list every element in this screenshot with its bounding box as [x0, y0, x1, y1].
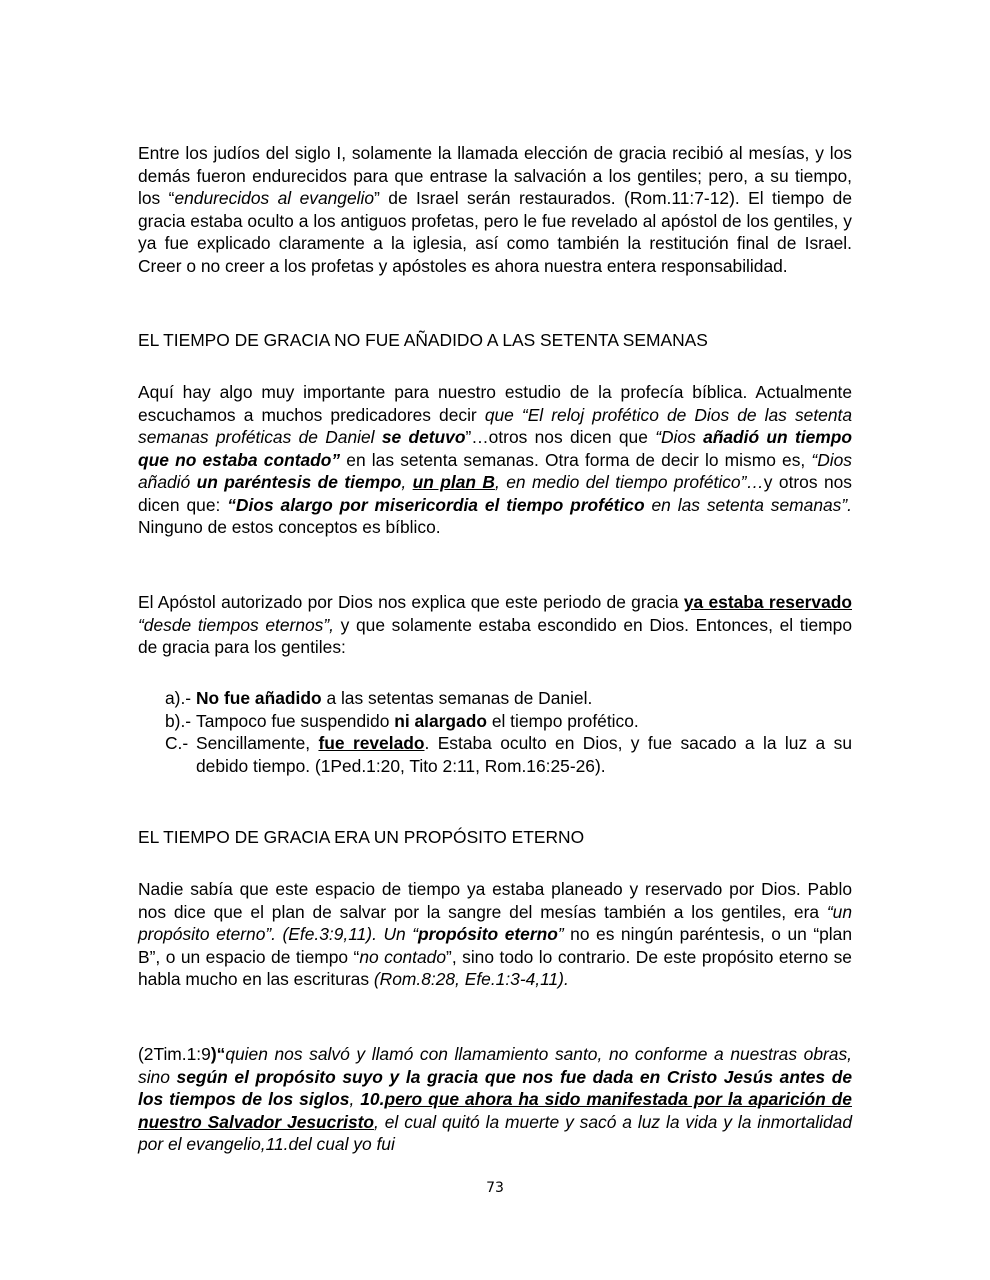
text-run: ”, sino todo lo contrario. De este propósito eterno se habla mucho en las escrituras — [138, 946, 852, 989]
text-run: en las setenta semanas”. — [644, 494, 852, 515]
text-run: 10. — [360, 1089, 385, 1109]
paragraph-1 — [138, 142, 852, 277]
list-item — [165, 710, 852, 733]
list-item — [165, 687, 852, 710]
list-marker: b).- — [165, 710, 192, 731]
text-run: un plan B — [412, 472, 495, 492]
text-run: pero que ahora ha sido manifestada por la aparición de nuestro Salvador Jesucristo — [138, 1089, 852, 1132]
text-run: no contado — [359, 946, 447, 967]
list-marker: C.- — [165, 733, 189, 753]
text-run: un paréntesis de tiempo — [196, 472, 402, 492]
text-run: según el propósito suyo y la gracia que nos fue dada en Cristo Jesús antes de los tiempos de los siglos — [138, 1066, 852, 1109]
list-item-text — [196, 710, 852, 733]
text-run: Entre los judíos del siglo I, solamente la llamada elección de gracia recibió al mesías, y los demás fueron endurecidos para que entrase la salvación a los gentiles; pero, a su tiempo, los “ — [138, 143, 852, 208]
text-run: ”… — [465, 427, 489, 447]
paragraph-4 — [138, 878, 852, 991]
text-run: que “El reloj profético de Dios de las setenta semanas proféticas de Daniel — [138, 404, 852, 447]
paragraph-3 — [138, 591, 852, 659]
text-run: Sencillamente, — [196, 733, 319, 753]
text-run: “Dios añadió — [138, 449, 853, 492]
text-run: ya estaba reservado — [683, 592, 852, 612]
text-run: en las setenta semanas. Otra forma de decir lo mismo es, — [340, 449, 812, 470]
text-run: )“ — [210, 1044, 226, 1064]
text-run: endurecidos al evangelio — [174, 188, 375, 208]
text-run: ” — [557, 924, 564, 944]
section-heading-1: EL TIEMPO DE GRACIA NO FUE AÑADIDO A LAS SETENTA SEMANAS — [138, 330, 708, 350]
text-run: otros nos dicen que — [488, 427, 656, 447]
text-run: quien nos salvó y llamó con llamamiento santo, no conforme a nuestras obras, sino — [138, 1044, 852, 1087]
text-run: y que solamente estaba escondido en Dios. Entonces, el tiempo de gracia para los gentiles: — [138, 614, 852, 657]
text-run: Tampoco fue suspendido — [196, 710, 395, 731]
text-run: , — [349, 1089, 361, 1109]
text-run: a las setentas semanas de Daniel. — [321, 688, 593, 708]
text-run: fue revelado — [318, 733, 425, 753]
text-run: se detuvo — [381, 427, 466, 447]
conclusions-list — [165, 687, 852, 777]
text-run: no es ningún paréntesis, o un “plan B”, o un espacio de tiempo “ — [138, 924, 852, 967]
text-run: Nadie sabía que este espacio de tiempo ya estaba planeado y reservado por Dios. Pablo nos dice que el plan de salvar por la sangre del mesías también a los gentiles, era — [138, 879, 852, 922]
text-run: , en medio del tiempo profético”… — [494, 472, 764, 492]
list-item-text — [196, 732, 852, 777]
text-run: Aquí hay algo muy importante para nuestro estudio de la profecía bíblica. Actualmente escuchamos a muchos predicadores decir — [138, 382, 852, 425]
text-run: añadió un tiempo que no estaba contado” — [138, 427, 852, 470]
paragraph-5 — [138, 1043, 852, 1156]
text-run: , el cual quitó la muerte y sacó a luz la vida y la inmortalidad por el evangelio,11.del cual yo fui — [138, 1111, 852, 1154]
text-run: (Rom.8:28, Efe.1:3-4,11). — [373, 969, 569, 989]
text-run: “desde tiempos eternos”, — [138, 614, 334, 635]
text-run: (2Tim.1:9 — [138, 1044, 211, 1064]
list-marker: a).- — [165, 688, 192, 708]
text-run: ” de Israel serán restaurados. (Rom.11:7-12). El tiempo de gracia estaba oculto a los antiguos profetas, pero le fue revelado al apóstol de los gentiles, y ya fue explicado claramente a la iglesia, así como también la restitución final de Israel. Creer o no creer a los profetas y apóstoles es ahora nuestra entera responsabilidad. — [138, 188, 852, 276]
text-run: propósito eterno — [418, 924, 558, 944]
section-heading-2: EL TIEMPO DE GRACIA ERA UN PROPÓSITO ETERNO — [138, 827, 585, 847]
list-item-text — [196, 687, 852, 710]
list-item — [165, 732, 852, 777]
text-run: el tiempo profético. — [486, 710, 639, 731]
text-run: . Estaba oculto en Dios, y fue sacado a la luz a su debido tiempo. (1Ped.1:20, Tito 2:11, Rom.16:25-26). — [196, 733, 852, 776]
text-run: , — [401, 472, 413, 492]
text-run: “un propósito eterno”. (Efe.3:9,11). Un “ — [138, 901, 852, 944]
text-run: No fue añadido — [196, 688, 322, 708]
page-number: 73 — [486, 1180, 504, 1196]
text-run: “Dios alargo por misericordia el tiempo profético — [227, 494, 645, 515]
text-run: El Apóstol autorizado por Dios nos explica que este periodo de gracia — [138, 592, 684, 612]
text-run: ni alargado — [394, 710, 487, 731]
text-run: Ninguno de estos conceptos es bíblico. — [138, 517, 441, 537]
text-run: “Dios — [655, 427, 704, 447]
text-run: y otros nos dicen que: — [138, 472, 852, 515]
paragraph-2 — [138, 381, 852, 539]
